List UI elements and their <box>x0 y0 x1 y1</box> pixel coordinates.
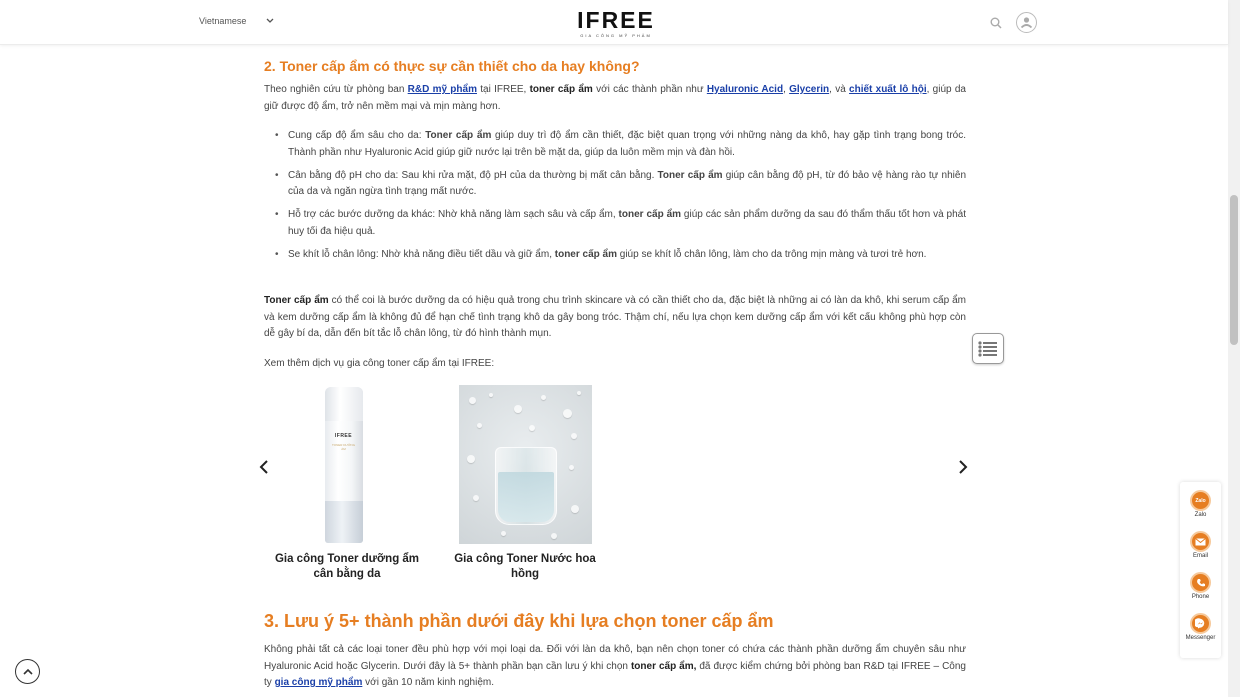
ingredients-intro-paragraph <box>264 642 966 692</box>
logo-text: IFREE <box>577 7 655 33</box>
link-glycerin[interactable]: Glycerin <box>789 84 830 95</box>
intro-text: , giúp da giữ được độ ẩm, trở nên mềm mại và mịn màng hơn. <box>264 84 966 112</box>
product-card[interactable] <box>265 385 429 582</box>
contact-label: Phone <box>1191 594 1210 600</box>
search-icon[interactable] <box>990 16 1002 28</box>
intro-text: với các thành phần như <box>592 84 707 95</box>
product-image-toner-bottle[interactable] <box>281 385 414 544</box>
list-item-text: giúp cân bằng độ pH, từ đó bảo vệ hàng rào tự nhiên của da và ngăn ngừa tình trạng mất nước. <box>288 169 967 197</box>
phone-icon <box>1190 572 1211 593</box>
site-logo[interactable] <box>571 9 661 38</box>
section-heading-2: 2. Toner cấp ẩm có thực sự cần thiết cho da hay không? <box>264 58 640 74</box>
link-chiet-xuat-lo-hoi[interactable]: chiết xuất lô hội <box>849 84 927 95</box>
link-hyaluronic-acid[interactable]: Hyaluronic Acid <box>706 84 784 95</box>
link-rd-my-pham[interactable]: R&D mỹ phẩm <box>407 84 477 95</box>
logo-tagline: GIA CÔNG MỸ PHẨM <box>580 33 652 38</box>
chevron-up-icon <box>23 668 33 676</box>
summary-paragraph <box>264 293 966 343</box>
list-item-text: giúp se khít lỗ chân lông, làm cho da trông mịn màng và tươi trẻ hơn. <box>617 248 927 260</box>
toner-bottle-illustration <box>325 387 363 543</box>
contact-label: Email <box>1192 553 1208 559</box>
contact-label: Messenger <box>1185 635 1216 641</box>
product-carousel <box>264 385 966 590</box>
product-caption[interactable]: Gia công Toner dưỡng ẩm cân bằng da <box>274 553 420 580</box>
list-icon <box>977 340 999 358</box>
product-image-water-glass[interactable] <box>459 385 592 544</box>
paragraph-text: đã được kiểm chứng bởi phòng ban R&D tại IFREE – Công ty <box>264 660 966 688</box>
page-scrollbar[interactable] <box>1228 0 1240 697</box>
messenger-icon <box>1190 613 1211 634</box>
list-item-text: Hỗ trợ các bước dưỡng da khác: Nhờ khả năng làm sạch sâu và cấp ẩm, <box>288 209 619 220</box>
intro-bold: toner cấp ẩm <box>529 84 593 95</box>
email-icon <box>1190 531 1211 552</box>
link-gia-cong-my-pham[interactable]: gia công mỹ phẩm <box>274 677 363 688</box>
intro-text: Theo nghiên cứu từ phòng ban <box>264 84 408 95</box>
contact-sidebar <box>1180 482 1221 658</box>
list-item-bold: Toner cấp ẩm <box>657 169 723 181</box>
language-selector[interactable] <box>199 16 274 26</box>
user-account-icon[interactable] <box>1016 12 1037 33</box>
table-of-contents-button[interactable] <box>972 333 1004 364</box>
list-item-bold: toner cấp ẩm <box>554 248 617 260</box>
list-item-text: giúp các sản phẩm dưỡng da sau đó thẩm thấu tốt hơn và phát huy tối đa hiệu quả. <box>288 209 966 237</box>
list-item <box>264 168 966 201</box>
list-item-text: giúp duy trì độ ẩm cần thiết, đặc biệt quan trọng với những nàng da khô, hay gặp tình trạng bong tróc. Thành phần như Hyaluronic Acid giúp giữ nước lại trên bề mặt da, giúp da luôn mềm mịn và đàn hồi. <box>288 130 967 158</box>
bottle-product-label: TONER DƯỠNG ẨM <box>331 443 356 451</box>
back-to-top-button[interactable] <box>15 659 40 684</box>
zalo-icon: Zalo <box>1190 490 1211 511</box>
summary-bold: Toner cấp ẩm <box>264 295 329 306</box>
benefits-list <box>264 128 966 270</box>
intro-paragraph <box>264 82 966 115</box>
contact-messenger-button[interactable] <box>1180 613 1221 641</box>
contact-email-button[interactable] <box>1180 531 1221 559</box>
contact-phone-button[interactable] <box>1180 572 1221 600</box>
list-item-text: Cung cấp độ ẩm sâu cho da: <box>288 130 426 141</box>
paragraph-text: Không phải tất cả các loại toner đều phù hợp với mọi loại da. Đối với làn da khô, bạn nên chọn toner có chứa các thành phần dưỡng ẩm chuyên sâu như Hyaluronic Acid hoặc Glycerin. Dưới đây là 5+ thành phần bạn cần lưu ý khi chọn <box>264 644 966 672</box>
carousel-next-arrow-icon[interactable] <box>958 459 968 479</box>
list-item <box>264 247 966 264</box>
list-item <box>264 128 966 161</box>
bottle-brand-label: IFREE <box>334 433 353 439</box>
paragraph-text: với gần 10 năm kinh nghiệm. <box>362 677 494 688</box>
section-heading-3: 3. Lưu ý 5+ thành phần dưới đây khi lựa chọn toner cấp ẩm <box>264 611 774 631</box>
list-item <box>264 207 966 240</box>
see-more-text: Xem thêm dịch vụ gia công toner cấp ẩm tại IFREE: <box>264 358 495 369</box>
chevron-down-icon <box>266 16 274 26</box>
product-caption[interactable]: Gia công Toner Nước hoa hồng <box>454 553 596 580</box>
contact-zalo-button[interactable] <box>1180 490 1221 518</box>
summary-text: có thể coi là bước dưỡng da có hiệu quả trong chu trình skincare và có cần thiết cho da, đặc biệt là những ai có làn da khô, khi serum cấp ẩm và kem dưỡng cấp ẩm là không đủ để hạn chế tình trạng khô da gây bong tróc. Thậm chí, nếu lựa chọn kem dưỡng cấp ẩm với kết cấu không phù hợp còn dễ gây bí da, dẫn đến bít tắc lỗ chân lông, từ đó hình thành mụn. <box>264 295 967 339</box>
list-item-text: Cân bằng độ pH cho da: Sau khi rửa mặt, độ pH của da thường bị mất cân bằng. <box>288 169 658 181</box>
list-item-bold: toner cấp ẩm <box>618 209 682 220</box>
water-glass-illustration <box>495 447 557 525</box>
product-card[interactable] <box>443 385 607 582</box>
contact-label: Zalo <box>1194 512 1207 518</box>
paragraph-bold: toner cấp ẩm, <box>630 660 697 672</box>
list-item-text: Se khít lỗ chân lông: Nhờ khả năng điều tiết dầu và giữ ẩm, <box>288 248 555 260</box>
intro-text: , <box>783 84 790 95</box>
scrollbar-thumb[interactable] <box>1230 195 1238 345</box>
intro-text: , và <box>829 84 850 95</box>
intro-text: tại IFREE, <box>476 84 530 95</box>
list-item-bold: Toner cấp ẩm <box>425 130 492 141</box>
site-header <box>0 0 1228 45</box>
language-label: Vietnamese <box>199 16 247 26</box>
